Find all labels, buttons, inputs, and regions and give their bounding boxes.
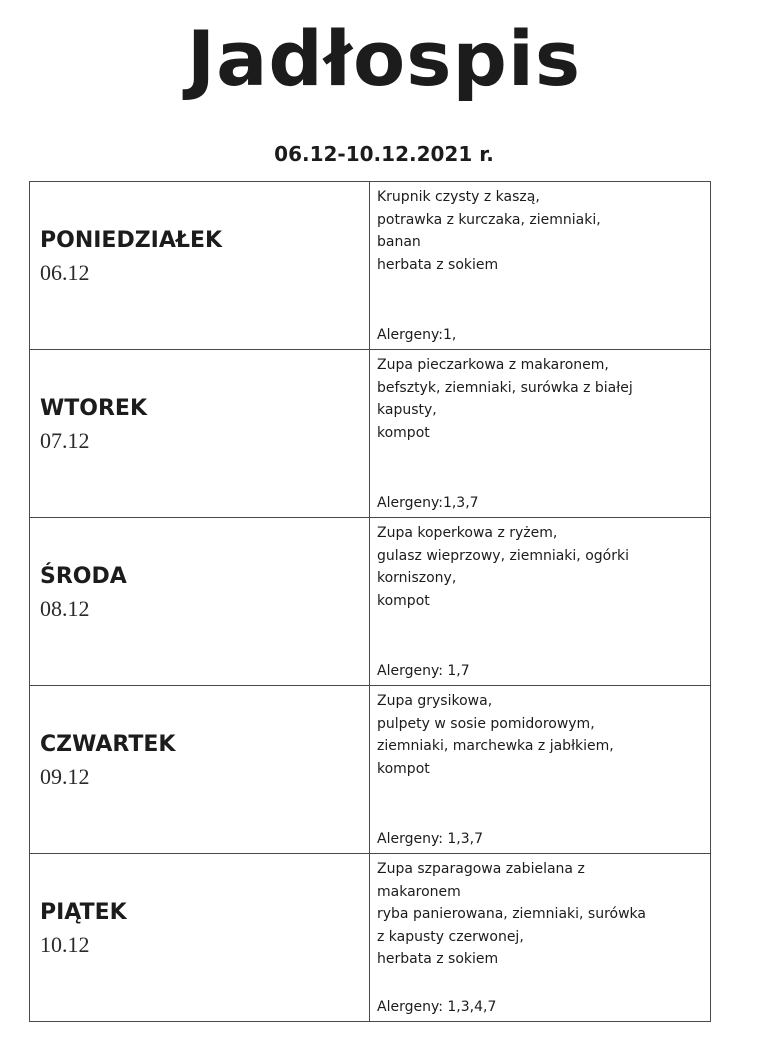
dish-cell [370,350,711,518]
dish-line: makaronem [377,883,461,900]
day-date: 10.12 [40,932,90,957]
menu-row-friday [30,854,711,1022]
dish-list [377,522,706,612]
dish-list [377,858,706,971]
dish-line: ziemniaki, marchewka z jabłkiem, [377,738,614,754]
allergens-label: Alergeny:1, [377,327,457,343]
menu-table [29,181,711,1022]
dish-list [377,690,706,780]
dish-line: herbata z sokiem [377,256,499,273]
day-date: 07.12 [40,428,90,453]
dish-line: Krupnik czysty z kaszą, [377,189,540,205]
dish-cell [370,854,711,1022]
day-cell [30,518,370,686]
day-name: PIĄTEK [40,900,127,925]
day-date: 09.12 [40,764,90,789]
day-cell [30,854,370,1022]
dish-line: kompot [377,760,430,777]
dish-line: Zupa pieczarkowa z makaronem, [377,357,609,373]
dish-line: banan [377,234,421,250]
dish-line: Zupa szparagowa zabielana z [377,861,585,877]
dish-list [377,354,706,444]
dish-line: potrawka z kurczaka, ziemniaki, [377,211,601,228]
dish-line: Zupa koperkowa z ryżem, [377,525,558,541]
day-cell [30,182,370,350]
date-range: 06.12-10.12.2021 r. [274,142,494,166]
dish-cell [370,686,711,854]
dish-line: pulpety w sosie pomidorowym, [377,715,595,732]
menu-row-monday [30,182,711,350]
dish-line: befsztyk, ziemniaki, surówka z białej [377,379,633,396]
menu-row-tuesday [30,350,711,518]
dish-line: Zupa grysikowa, [377,693,493,709]
dish-line: kompot [377,424,430,441]
day-name: ŚRODA [40,564,127,589]
allergens-label: Alergeny: 1,3,7 [377,831,484,847]
dish-line: z kapusty czerwonej, [377,928,524,945]
day-name: WTOREK [40,396,147,421]
dish-line: kompot [377,592,430,609]
dish-cell [370,182,711,350]
allergens-label: Alergeny: 1,3,4,7 [377,999,497,1015]
menu-row-thursday [30,686,711,854]
day-cell [30,686,370,854]
day-date: 06.12 [40,260,90,285]
menu-row-wednesday [30,518,711,686]
dish-list [377,186,706,276]
allergens-label: Alergeny: 1,7 [377,663,470,679]
day-name: PONIEDZIAŁEK [40,228,223,253]
page-title: Jadłospis [186,14,582,103]
dish-cell [370,518,711,686]
day-date: 08.12 [40,596,90,621]
dish-line: ryba panierowana, ziemniaki, surówka [377,906,646,922]
day-cell [30,350,370,518]
dish-line: gulasz wieprzowy, ziemniaki, ogórki [377,547,629,564]
dish-line: korniszony, [377,570,457,586]
allergens-label: Alergeny:1,3,7 [377,495,479,511]
dish-line: herbata z sokiem [377,951,499,967]
day-name: CZWARTEK [40,732,176,757]
dish-line: kapusty, [377,402,437,418]
